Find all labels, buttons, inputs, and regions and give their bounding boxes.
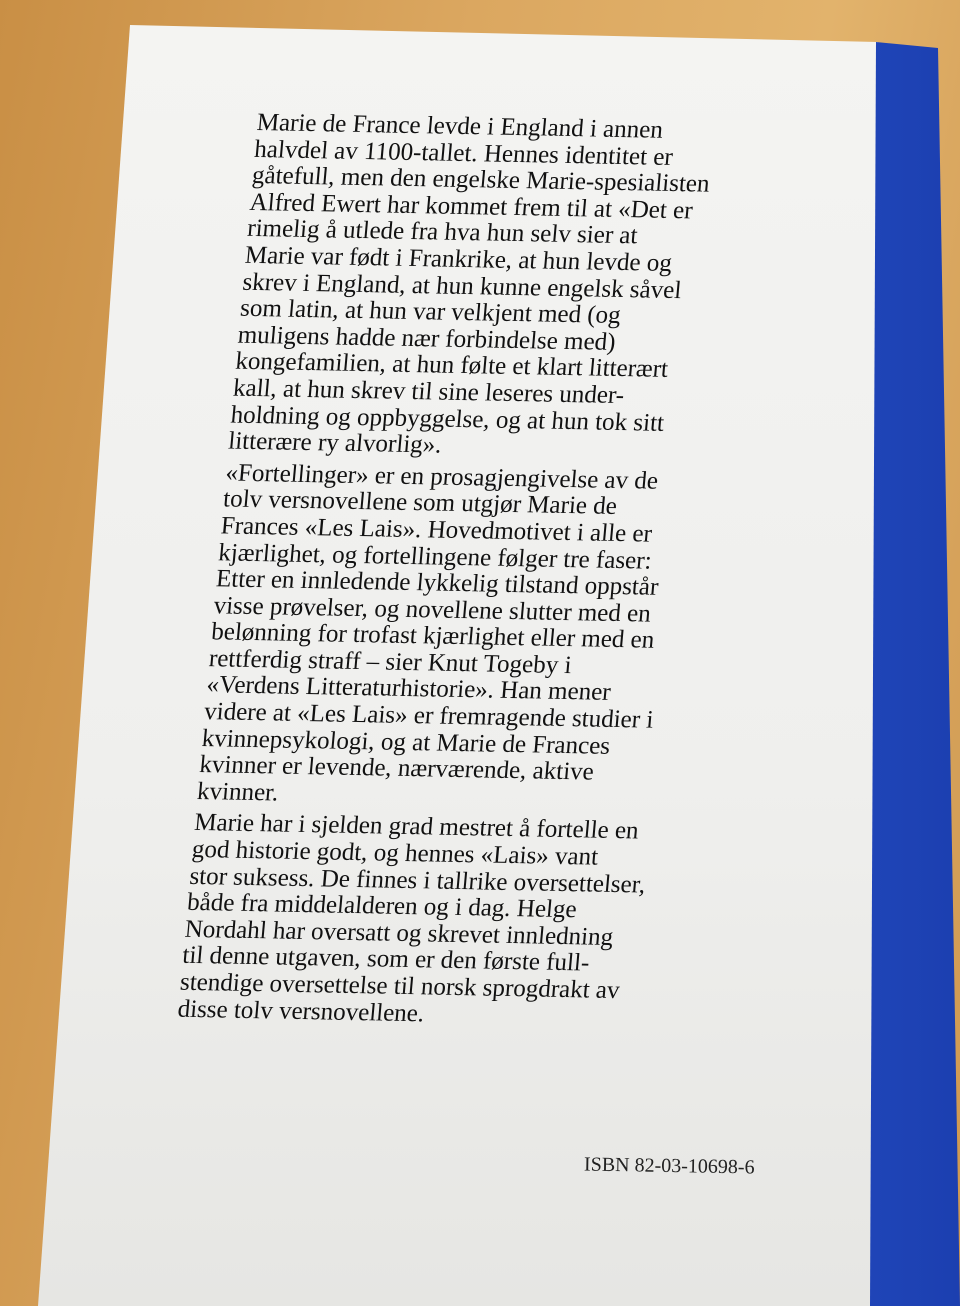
text-line: kvinner. (195, 777, 280, 807)
text-line: «Verdens Litteraturhistorie». Han mener (205, 671, 612, 707)
text-line: Marie de France levde i England i annen (255, 109, 665, 144)
blurb-paragraph (227, 110, 858, 467)
text-line: til denne utgaven, som er den første full- (181, 942, 591, 977)
text-line: muligens hadde nær forbindelse med) (236, 321, 617, 356)
isbn: ISBN 82-03-10698-6 (583, 1153, 755, 1179)
text-line: kvinnepsykologi, og at Marie de Frances (200, 724, 612, 760)
text-line: stor suksess. De finnes i tallrike oversettelser, (188, 862, 647, 899)
text-line: gåtefull, men den engelske Marie-spesialisten (250, 162, 711, 198)
text-line: både fra middelalderen og i dag. Helge (186, 889, 578, 924)
text-line: kongefamilien, at hun følte et klart litterært (234, 347, 670, 384)
text-line: Nordahl har oversatt og skrevet innledning (183, 915, 615, 951)
text-line: rettferdig straff – sier Knut Togeby i (207, 645, 573, 679)
text-line: kjærlighet, og fortellingene følger tre faser: (217, 538, 653, 575)
blurb-paragraph (177, 810, 796, 1034)
text-line: Marie har i sjelden grad mestret å fortelle en (193, 809, 640, 845)
text-line: visse prøvelser, og novellene slutter med en (212, 591, 652, 628)
text-line: litterære ry alvorlig». (227, 427, 443, 459)
text-line: holdning og oppbyggelse, og at hun tok sitt (229, 401, 666, 437)
text-line: Marie var født i Frankrike, at hun levde og (243, 241, 674, 277)
text-line: rimelig å utlede fra hva hun selv sier at (246, 215, 639, 250)
text-line: skrev i England, at hun kunne engelsk såvel (241, 268, 683, 304)
text-line: disse tolv versnovellene. (176, 995, 426, 1027)
text-line: Frances «Les Lais». Hovedmotivet i alle er (219, 512, 654, 548)
text-line: som latin, at hun var velkjent med (og (239, 294, 622, 330)
text-line: halvdel av 1100-tallet. Hennes identitet er (253, 135, 675, 171)
blurb-paragraph (196, 460, 827, 817)
text-line: «Fortellinger» er en prosagjengivelse av de (224, 459, 660, 495)
blurb-text (176, 110, 858, 1039)
text-line: tolv versnovellene som utgjør Marie de (222, 485, 619, 521)
text-line: Alfred Ewert har kommet frem til at «Det er (248, 188, 694, 225)
text-line: videre at «Les Lais» er fremragende studier i (203, 698, 655, 734)
text-line: belønning for trofast kjærlighet eller med en (210, 618, 656, 654)
text-line: Etter en innledende lykkelig tilstand oppstår (214, 565, 660, 601)
text-line: god historie godt, og hennes «Lais» vant (190, 835, 600, 871)
text-line: stendige oversettelse til norsk sprogdrakt av (178, 968, 621, 1005)
text-line: kvinner er levende, nærværende, aktive (198, 751, 596, 786)
text-line: kall, at hun skrev til sine leseres under- (231, 374, 626, 409)
